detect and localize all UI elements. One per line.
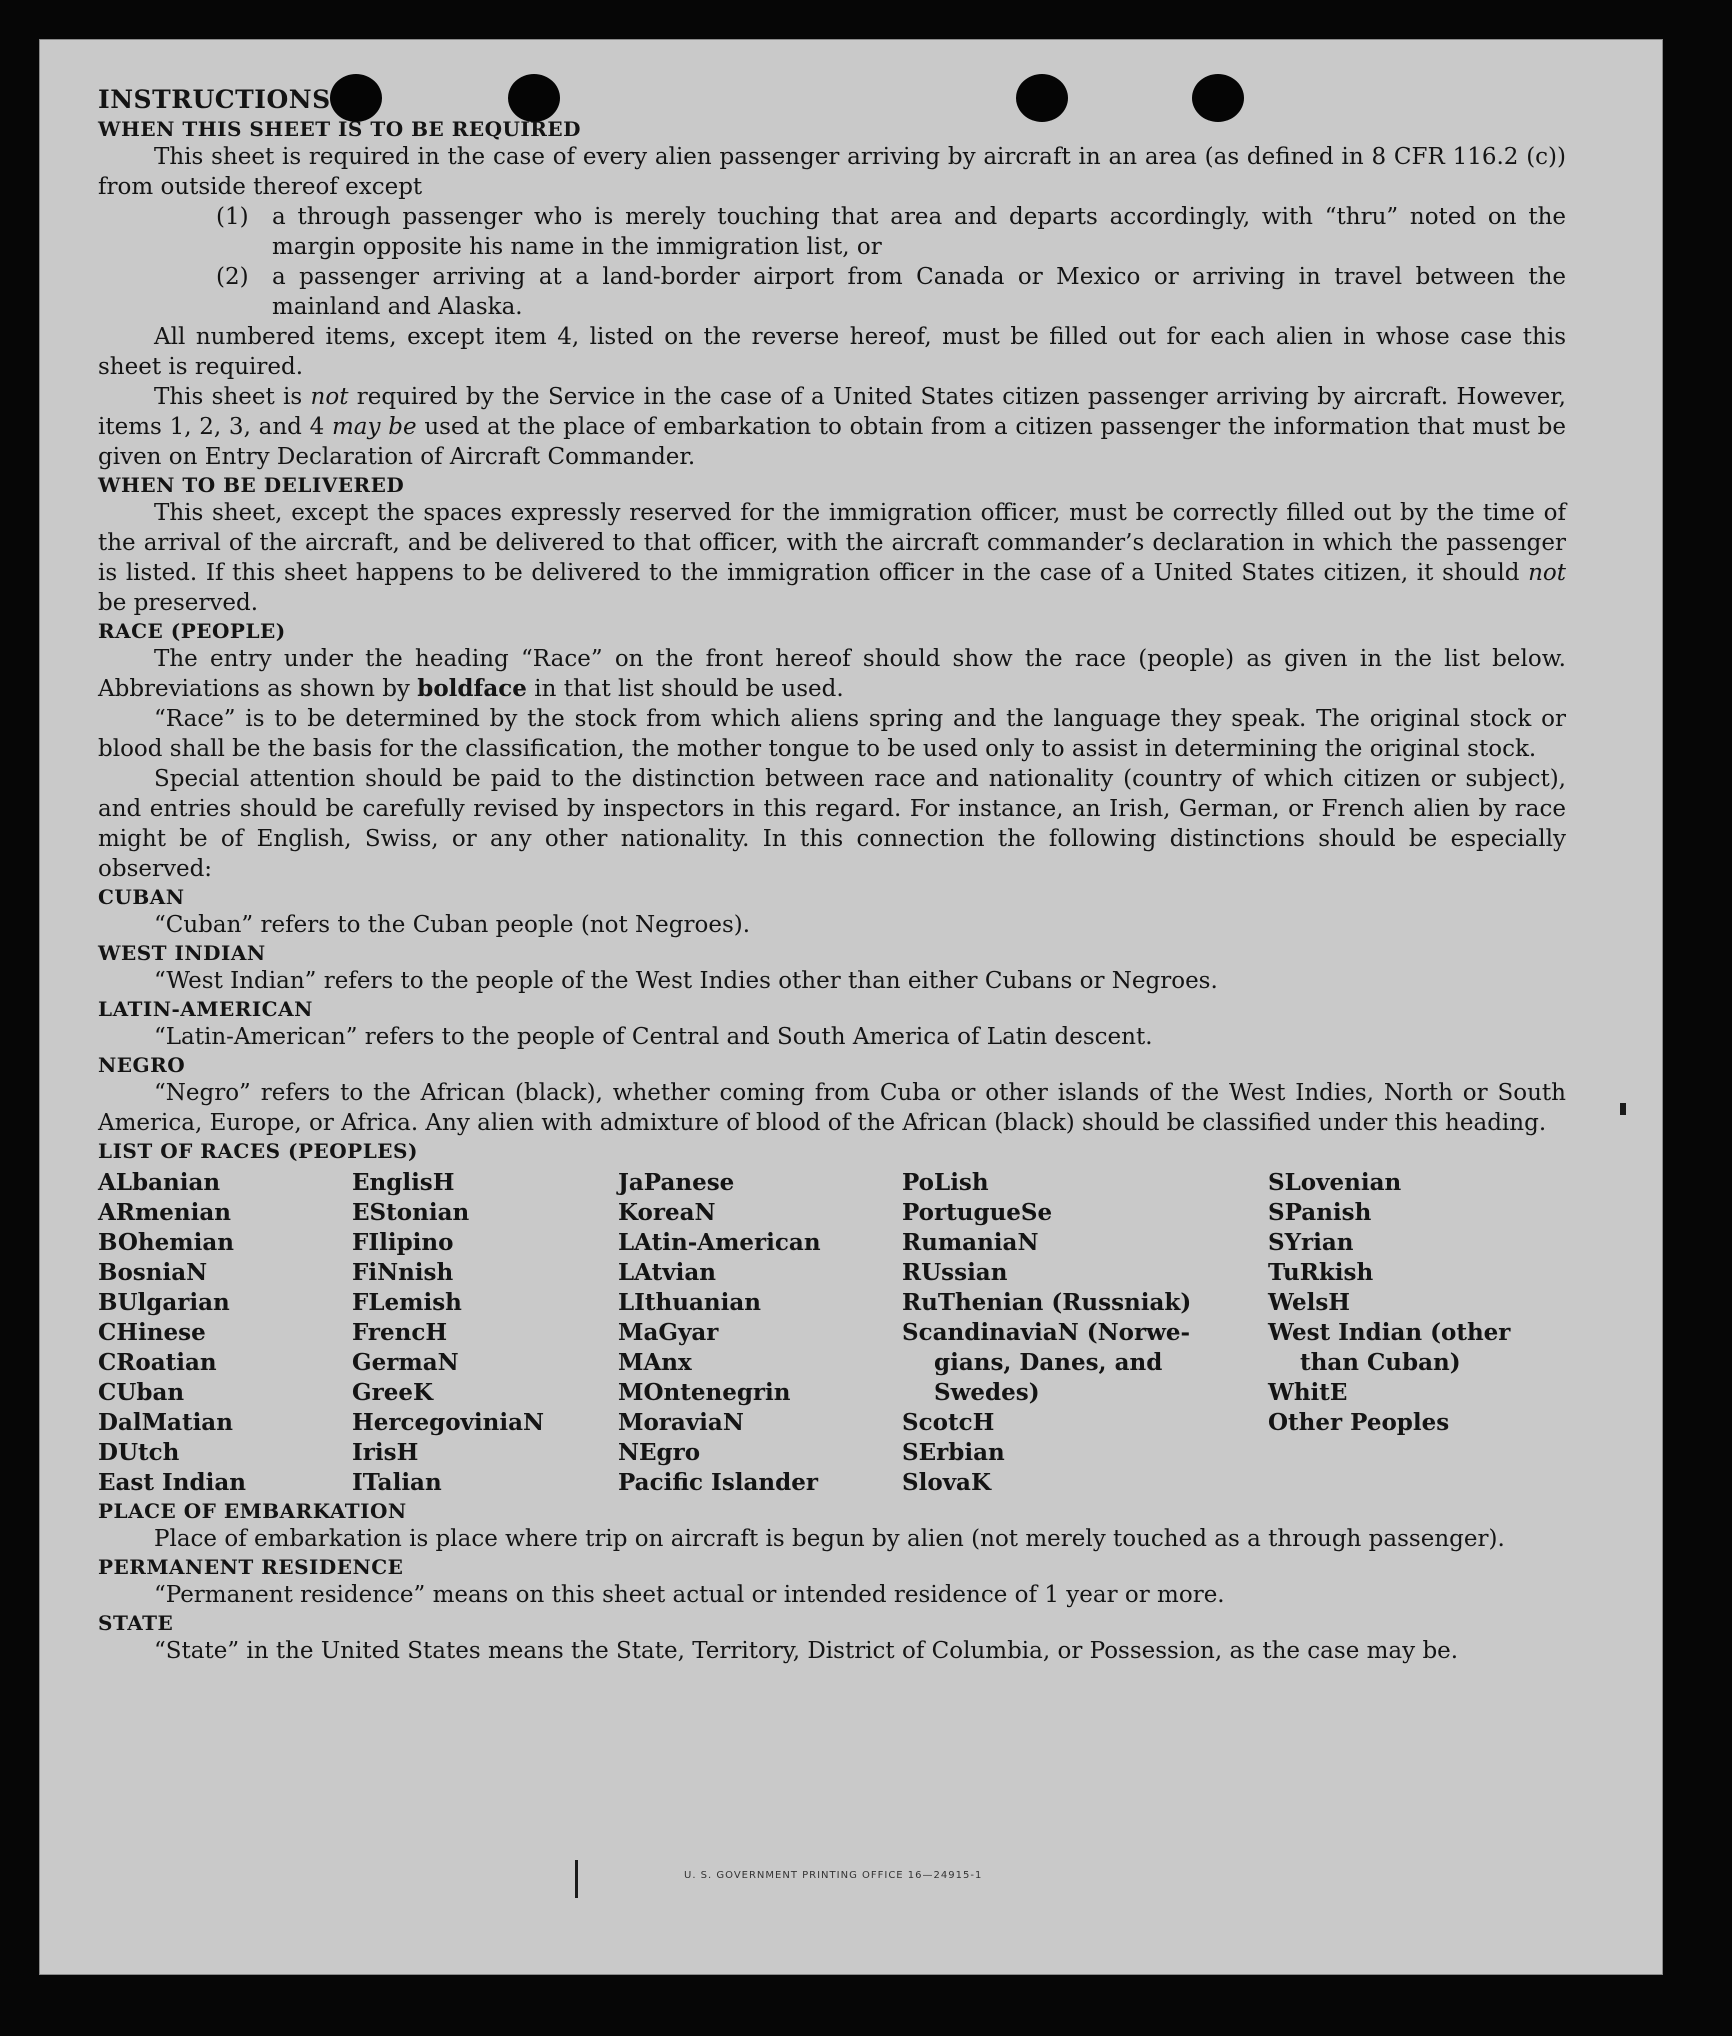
race-entry: LAtvian	[618, 1259, 716, 1286]
race-entry: BosniaN	[98, 1259, 208, 1286]
race-entry: PoLish	[902, 1169, 989, 1196]
heading-race: RACE (PEOPLE)	[98, 619, 286, 643]
race-entry: KoreaN	[618, 1199, 716, 1226]
item-text: a through passenger who is merely touching that area and departs accordingly, with “thru” noted on the margin opposite his name in the immigration list, or	[272, 204, 1566, 260]
paragraph: “Permanent residence” means on this sheet actual or intended residence of 1 year or more.	[154, 1582, 1225, 1608]
heading-west-indian: WEST INDIAN	[98, 941, 266, 965]
race-entry: ScotcH	[902, 1409, 995, 1436]
italic-text: may be	[332, 414, 417, 440]
heading-when-delivered: WHEN TO BE DELIVERED	[98, 473, 405, 497]
race-entry: SErbian	[902, 1439, 1005, 1466]
italic-text: not	[1528, 560, 1566, 586]
heading-latin-american: LATIN-AMERICAN	[98, 997, 313, 1021]
text-span: in that list should be used.	[526, 676, 844, 702]
paragraph: Special attention should be paid to the distinction between race and nationality (country of which citizen or subject), and entries should be carefully revised by inspectors in this regard. For instance, an Irish, German, or French alien by race might be of English, Swiss, or any other nationality. In this connection the following distinctions should be especially observed:	[98, 766, 1566, 882]
printer-imprint: U. S. GOVERNMENT PRINTING OFFICE 16—24915-1	[684, 1870, 983, 1881]
page-title: INSTRUCTIONS	[98, 85, 331, 114]
paragraph: “Negro” refers to the African (black), whether coming from Cuba or other islands of the West Indies, North or South America, Europe, or Africa. Any alien with admixture of blood of the African (black) should be classified under this heading.	[98, 1080, 1566, 1136]
race-entry: than Cuban)	[1300, 1349, 1461, 1376]
list-item	[98, 262, 1566, 322]
race-entry: DUtch	[98, 1439, 180, 1466]
instructions-text	[98, 84, 1566, 1666]
race-entry: NEgro	[618, 1439, 701, 1466]
races-column	[618, 1168, 902, 1498]
race-entry: Other Peoples	[1268, 1409, 1450, 1436]
race-entry: DalMatian	[98, 1409, 233, 1436]
race-entry: MOntenegrin	[618, 1379, 791, 1406]
heading-list-of-races: LIST OF RACES (PEOPLES)	[98, 1139, 418, 1163]
race-entry: MAnx	[618, 1349, 692, 1376]
race-entry: LAtin-American	[618, 1229, 821, 1256]
race-entry: WhitE	[1268, 1379, 1348, 1406]
item-text: a passenger arriving at a land-border airport from Canada or Mexico or arriving in travel between the mainland and Alaska.	[272, 264, 1566, 320]
races-table	[98, 1168, 1566, 1498]
race-entry: BOhemian	[98, 1229, 234, 1256]
race-entry: SlovaK	[902, 1469, 991, 1496]
paragraph: Place of embarkation is place where trip on aircraft is begun by alien (not merely touched as a through passenger).	[154, 1526, 1505, 1552]
race-entry: MaGyar	[618, 1319, 719, 1346]
race-entry: SYrian	[1268, 1229, 1354, 1256]
race-entry: FrencH	[352, 1319, 448, 1346]
race-entry: JaPanese	[618, 1169, 735, 1196]
race-entry: TuRkish	[1268, 1259, 1374, 1286]
text-span: This sheet, except the spaces expressly reserved for the immigration officer, must be correctly filled out by the time of the arrival of the aircraft, and be delivered to that officer, with the aircraft commander’s declaration in which the passenger is listed. If this sheet happens to be delivered to the immigration officer in the case of a United States citizen, it should	[98, 500, 1566, 586]
race-entry: gians, Danes, and	[934, 1349, 1163, 1376]
race-entry: MoraviaN	[618, 1409, 744, 1436]
race-entry: Pacific Islander	[618, 1469, 818, 1496]
race-entry: RumaniaN	[902, 1229, 1039, 1256]
race-entry: SLovenian	[1268, 1169, 1402, 1196]
race-entry: GermaN	[352, 1349, 459, 1376]
race-entry: FLemish	[352, 1289, 462, 1316]
race-entry: GreeK	[352, 1379, 434, 1406]
list-item	[98, 202, 1566, 262]
paragraph	[98, 382, 1566, 472]
text-span: be preserved.	[98, 590, 259, 616]
race-entry: ScandinaviaN (Norwe-	[902, 1319, 1191, 1346]
race-entry: ARmenian	[98, 1199, 232, 1226]
heading-cuban: CUBAN	[98, 885, 185, 909]
race-entry: SPanish	[1268, 1199, 1372, 1226]
item-number: (2)	[216, 264, 249, 290]
races-column	[98, 1168, 352, 1498]
paragraph: “Latin-American” refers to the people of Central and South America of Latin descent.	[154, 1024, 1153, 1050]
races-column	[902, 1168, 1268, 1498]
race-entry: CUban	[98, 1379, 185, 1406]
race-entry: WelsH	[1268, 1289, 1351, 1316]
paragraph: “Race” is to be determined by the stock from which aliens spring and the language they speak. The original stock or blood shall be the basis for the classification, the mother tongue to be used only to assist in determining the original stock.	[98, 706, 1566, 762]
race-entry: HercegoviniaN	[352, 1409, 545, 1436]
race-entry: EStonian	[352, 1199, 470, 1226]
race-entry: BUlgarian	[98, 1289, 230, 1316]
paragraph: “West Indian” refers to the people of the West Indies other than either Cubans or Negroes.	[154, 968, 1218, 994]
race-entry: Swedes)	[934, 1379, 1040, 1406]
race-entry: East Indian	[98, 1469, 246, 1496]
heading-state: STATE	[98, 1611, 174, 1635]
heading-when-required: WHEN THIS SHEET IS TO BE REQUIRED	[98, 117, 581, 141]
paragraph	[98, 644, 1566, 704]
paragraph: “State” in the United States means the State, Territory, District of Columbia, or Possession, as the case may be.	[154, 1638, 1459, 1664]
heading-embarkation: PLACE OF EMBARKATION	[98, 1499, 407, 1523]
text-span: used at the place of embarkation to obtain from a citizen passenger the information that must be given on Entry Declaration of Aircraft Commander.	[98, 414, 1566, 470]
race-entry: IrisH	[352, 1439, 419, 1466]
race-entry: PortugueSe	[902, 1199, 1053, 1226]
races-column	[352, 1168, 618, 1498]
ink-mark	[1620, 1103, 1626, 1115]
race-entry: West Indian (other	[1268, 1319, 1511, 1346]
text-span: required by the Service in the case of a United States citizen passenger arriving by aircraft. However, items 1, 2, 3, and 4	[98, 384, 1566, 440]
race-entry: EnglisH	[352, 1169, 455, 1196]
race-entry: FiNnish	[352, 1259, 454, 1286]
race-entry: RUssian	[902, 1259, 1008, 1286]
races-column	[1268, 1168, 1566, 1498]
heading-permanent-residence: PERMANENT RESIDENCE	[98, 1555, 404, 1579]
race-entry: ALbanian	[98, 1169, 221, 1196]
heading-negro: NEGRO	[98, 1053, 186, 1077]
paragraph: All numbered items, except item 4, listed on the reverse hereof, must be filled out for each alien in whose case this sheet is required.	[98, 324, 1566, 380]
race-entry: CRoatian	[98, 1349, 217, 1376]
race-entry: CHinese	[98, 1319, 206, 1346]
item-number: (1)	[216, 204, 249, 230]
race-entry: FIlipino	[352, 1229, 454, 1256]
paragraph	[98, 498, 1566, 618]
italic-text: not	[310, 384, 349, 410]
race-entry: LIthuanian	[618, 1289, 761, 1316]
ink-mark	[575, 1860, 578, 1898]
text-span: The entry under the heading “Race” on the front hereof should show the race (people) as given in the list below. Abbreviations as shown by	[98, 646, 1566, 702]
paragraph: “Cuban” refers to the Cuban people (not Negroes).	[154, 912, 751, 938]
bold-text: boldface	[417, 675, 527, 702]
text-span: This sheet is	[154, 384, 311, 410]
paragraph: This sheet is required in the case of every alien passenger arriving by aircraft in an area (as defined in 8 CFR 116.2 (c)) from outside thereof except	[98, 144, 1566, 200]
race-entry: RuThenian (Russniak)	[902, 1289, 1192, 1316]
race-entry: ITalian	[352, 1469, 442, 1496]
